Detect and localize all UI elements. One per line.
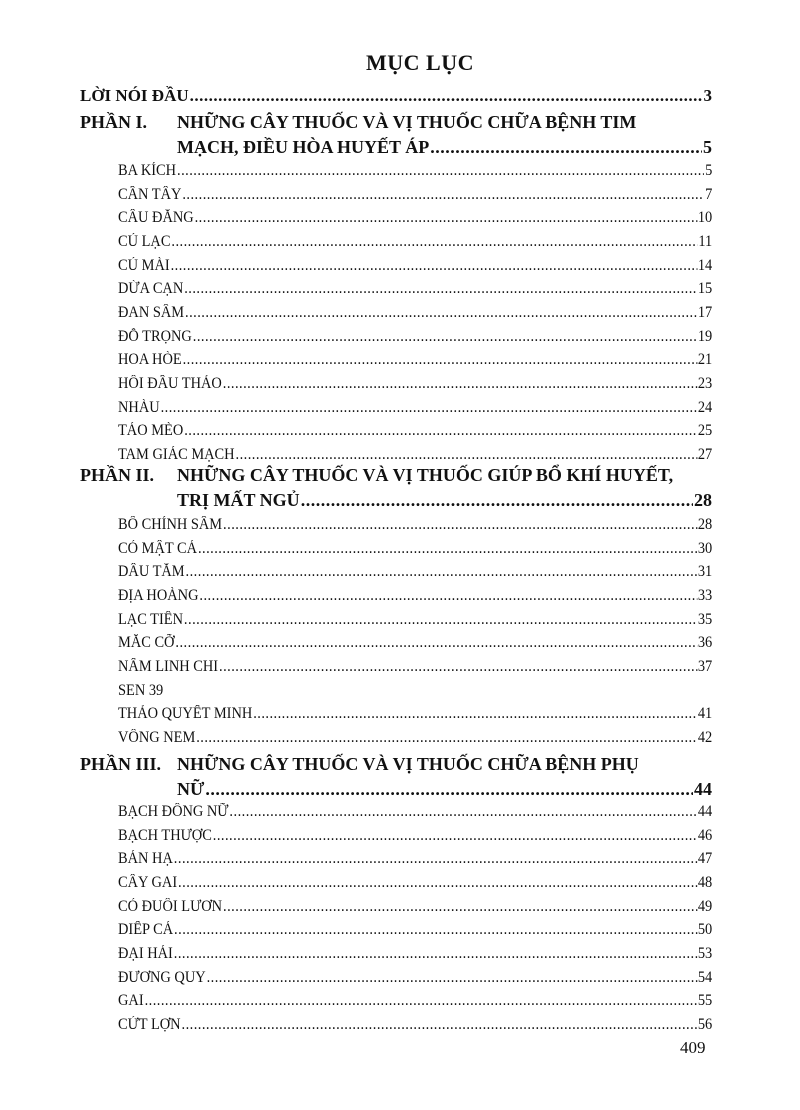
entry-name: LẠC TIÊN [118,610,183,628]
dot-leader [184,422,697,440]
entry-name: DỪA CẠN [118,280,184,298]
toc-entry[interactable] [118,516,712,534]
entry-name: TAM GIÁC MẠCH [118,445,235,463]
entry-name: CÂY GAI [118,874,178,891]
entry-page: 17 [697,303,713,321]
toc-entry[interactable] [118,803,712,821]
toc-entry[interactable] [118,328,712,346]
entry-name: BỐ CHÍNH SÂM [118,516,223,533]
toc-part[interactable] [80,754,712,804]
entry-page: 23 [697,374,713,392]
part-page: 28 [694,490,712,510]
toc-entry[interactable] [118,446,712,464]
dot-leader [207,969,697,987]
entry-page: 35 [697,610,713,628]
dot-leader [182,186,704,204]
entry-page: 46 [697,826,713,844]
entry-page: 42 [697,728,713,746]
dot-leader [171,257,697,275]
toc-entry[interactable] [118,209,712,227]
toc-part[interactable] [80,112,712,162]
entry-name: NHÀU [118,398,160,416]
dot-leader [223,898,697,916]
entry-name: CỎ MẬT CÁ [118,539,198,557]
dot-leader [301,490,693,511]
toc-entry[interactable] [118,921,712,939]
dot-leader [223,516,697,534]
toc-entry[interactable] [118,634,712,652]
entry-name: HỒI ĐẦU THẢO [118,374,222,392]
entry-page: 19 [697,327,713,345]
part-label: PHẦN III. [80,754,162,774]
entry-page: 21 [697,351,713,369]
part-label: PHẦN II. [80,465,155,485]
dot-leader [177,162,704,180]
entry-name: CỎ ĐUÔI LƯƠN [118,897,223,915]
toc-entry[interactable] [118,422,712,440]
entry-page: 48 [697,874,713,891]
part-title-line1: NHỮNG CÂY THUỐC VÀ VỊ THUỐC GIÚP BỔ KHÍ HUYẾT, [177,465,674,485]
part-title-line2: MẠCH, ĐIỀU HÒA HUYẾT ÁP [177,137,430,157]
entry-page: 31 [697,563,713,581]
dot-leader [145,992,697,1010]
dot-leader [223,375,697,393]
toc-entry[interactable] [118,898,712,916]
entry-page: 11 [698,232,713,250]
entry-name: ĐƯƠNG QUY [118,968,206,986]
dot-leader [193,328,697,346]
dot-leader [184,280,697,298]
entry-page: 7 [705,185,713,203]
entry-page: 41 [697,705,713,723]
entry-name: SEN 39 [118,681,164,699]
entry-page: 55 [697,992,713,1010]
dot-leader [178,874,697,892]
entry-name: ĐẠI HÁI [118,944,173,962]
toc-entry[interactable] [118,233,712,251]
part-label: PHẦN I. [80,112,147,132]
entry-name: GAI [118,992,144,1010]
toc-preface[interactable] [80,86,712,106]
toc-entry[interactable] [118,587,712,605]
entry-name: NẤM LINH CHI [118,657,219,675]
entry-page: 36 [697,634,713,652]
part-title-line1: NHỮNG CÂY THUỐC VÀ VỊ THUỐC CHỮA BỆNH TIM [177,112,637,132]
dot-leader [205,779,693,800]
entry-page: 50 [697,921,713,939]
entry-name: DÂU TẰM [118,563,185,581]
toc-entry[interactable] [118,705,712,723]
toc-entry[interactable] [118,280,712,298]
entry-page: 25 [697,422,713,440]
dot-leader [174,945,697,963]
toc-entry[interactable] [118,729,712,747]
dot-leader [196,729,697,747]
entry-name: CỦ LẠC [118,232,171,250]
entry-page: 28 [697,516,713,533]
entry-name: MẮC CỠ [118,634,175,652]
dot-leader [174,850,697,868]
entry-name: BẠCH THƯỢC [118,826,212,844]
entry-name: CẦN TÂY [118,185,182,203]
toc-entry[interactable] [118,827,712,845]
entry-page: 15 [697,280,713,298]
entry-name: BÁN HẠ [118,850,173,868]
toc-entry[interactable] [118,304,712,322]
entry-page: 47 [697,850,713,868]
entry-name: ĐỊA HOÀNG [118,587,199,604]
entry-name: CÂU ĐẰNG [118,209,194,227]
toc-entry[interactable] [118,375,712,393]
entry-page: 14 [697,256,713,274]
toc-entry[interactable] [118,563,712,581]
toc-entry[interactable] [118,257,712,275]
toc-entry[interactable] [118,945,712,963]
dot-leader [195,209,697,227]
dot-leader [190,86,703,106]
part-page: 44 [694,779,712,799]
toc-entry[interactable] [118,399,712,417]
part-page: 5 [703,137,712,157]
dot-leader [253,705,697,723]
page-number: 409 [680,1038,706,1057]
dot-leader [182,1016,697,1034]
toc-entry[interactable] [118,874,712,892]
toc-entry[interactable] [118,992,712,1010]
toc-entry[interactable] [118,658,712,676]
dot-leader [219,658,697,676]
entry-name: TÁO MÈO [118,422,184,440]
toc-entry[interactable] [118,611,712,629]
entry-name: BẠCH ĐỒNG NỮ [118,803,229,820]
part-title-line2: TRỊ MẤT NGỦ [177,490,300,510]
toc-part[interactable] [80,465,712,515]
toc-entry[interactable] [118,850,712,868]
entry-name: CỨT LỢN [118,1015,181,1033]
dot-leader [171,233,697,251]
dot-leader [186,563,697,581]
dot-leader [198,540,697,558]
entry-page: 37 [697,657,713,675]
entry-name: BA KÍCH [118,162,177,179]
toc-page: 3 [703,86,712,105]
entry-page: 44 [697,803,713,820]
dot-leader [185,304,697,322]
entry-name: CỦ MÀI [118,256,170,274]
dot-leader [184,611,697,629]
dot-leader [199,587,697,605]
toc-entry[interactable] [118,540,712,558]
toc-entry[interactable] [118,162,712,180]
entry-name: DIẾP CÁ [118,921,174,939]
entry-name: ĐỖ TRỌNG [118,327,192,345]
page-title: MỤC LỤC [366,50,474,75]
part-title-line2: NỮ [177,779,205,799]
entry-name: THẢO QUYẾT MINH [118,705,253,723]
entry-page: 10 [697,209,713,227]
dot-leader [161,399,697,417]
toc-entry[interactable] [118,186,712,204]
dot-leader [236,446,697,464]
toc-entry[interactable] [118,969,712,987]
entry-page: 56 [697,1015,713,1033]
toc-entry[interactable] [118,682,712,700]
entry-page: 27 [697,445,713,463]
dot-leader [229,803,696,821]
dot-leader [174,921,697,939]
entry-name: HOA HÒE [118,351,182,369]
toc-label: LỜI NÓI ĐẦU [80,86,189,105]
entry-page: 54 [697,968,713,986]
toc-entry[interactable] [118,351,712,369]
toc-entry[interactable] [118,1016,712,1034]
entry-page: 24 [697,398,713,416]
dot-leader [430,137,702,158]
entry-name: VÔNG NEM [118,728,196,746]
dot-leader [183,351,697,369]
part-title-line1: NHỮNG CÂY THUỐC VÀ VỊ THUỐC CHỮA BỆNH PHỤ [177,754,639,774]
entry-name: ĐAN SÂM [118,303,185,321]
dot-leader [175,634,697,652]
entry-page: 30 [697,539,713,557]
entry-page: 5 [705,162,713,179]
entry-page: 53 [697,944,713,962]
entry-page: 49 [697,897,713,915]
entry-page: 33 [697,587,713,604]
dot-leader [213,827,697,845]
